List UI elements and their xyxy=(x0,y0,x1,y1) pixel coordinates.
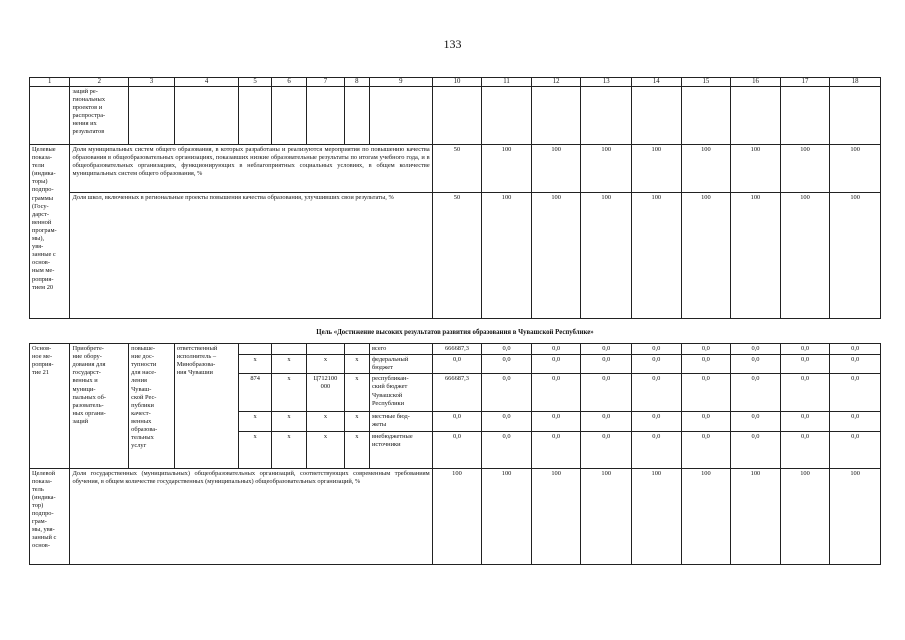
funding-value: 0,0 xyxy=(482,355,532,374)
funding-value: 0,0 xyxy=(830,412,881,431)
funding-value: 0,0 xyxy=(432,412,482,431)
budget-code: x xyxy=(239,355,271,374)
budget-code xyxy=(307,344,344,355)
funding-source: местные бюд- жеты xyxy=(369,412,432,431)
budget-code: x xyxy=(239,431,271,468)
budget-code: x xyxy=(239,412,271,431)
cell xyxy=(344,87,369,145)
continuation-row xyxy=(30,87,881,145)
column-number: 6 xyxy=(271,78,306,87)
column-number: 9 xyxy=(369,78,432,87)
funding-value: 0,0 xyxy=(681,355,731,374)
funding-value: 0,0 xyxy=(482,412,532,431)
column-number: 16 xyxy=(731,78,781,87)
budget-table-sheet xyxy=(29,77,881,565)
cell xyxy=(174,87,239,145)
funding-value: 0,0 xyxy=(731,344,781,355)
budget-code: x xyxy=(307,431,344,468)
indicator-value: 100 xyxy=(681,193,731,319)
cell xyxy=(307,87,344,145)
column-number: 2 xyxy=(70,78,129,87)
column-number: 12 xyxy=(531,78,581,87)
indicator-text: Доля школ, включенных в региональные проекты повышения качества образования, улучшивших свои результаты, % xyxy=(70,193,432,319)
indicator-value: 100 xyxy=(432,468,482,564)
funding-value: 0,0 xyxy=(581,355,632,374)
cell xyxy=(731,87,781,145)
indicator-value: 100 xyxy=(731,145,781,193)
funding-value: 0,0 xyxy=(632,374,682,412)
indicator-value: 100 xyxy=(482,145,532,193)
indicator-row xyxy=(30,468,881,564)
indicator-value: 100 xyxy=(531,145,581,193)
funding-value: 0,0 xyxy=(830,431,881,468)
funding-source: федеральный бюджет xyxy=(369,355,432,374)
column-number: 1 xyxy=(30,78,70,87)
cell xyxy=(780,87,830,145)
cell xyxy=(369,87,432,145)
target-indicators-label: Целевые показа- тели (индика- торы) подпро- граммы (Госу- дарст- венной програм- мы), увя- занные с основ- ным ме- роприя- тием 20 xyxy=(30,145,70,319)
column-number-row xyxy=(30,78,881,87)
funding-value: 0,0 xyxy=(632,344,682,355)
funding-value: 0,0 xyxy=(632,431,682,468)
budget-code: 874 xyxy=(239,374,271,412)
cell xyxy=(632,87,682,145)
indicator-value: 100 xyxy=(632,193,682,319)
measure-description: Приобрете- ние обору- дования для государст- венных и муници- пальных об- разователь- ных органи- заций xyxy=(70,344,129,468)
goal-title: Цель «Достижение высоких результатов развития образования в Чувашской Республике» xyxy=(30,319,881,344)
funding-value: 0,0 xyxy=(780,431,830,468)
column-number: 7 xyxy=(307,78,344,87)
column-number: 15 xyxy=(681,78,731,87)
column-number: 11 xyxy=(482,78,532,87)
budget-code xyxy=(271,344,306,355)
funding-value: 0,0 xyxy=(632,412,682,431)
indicator-value: 50 xyxy=(432,145,482,193)
funding-value: 666687,3 xyxy=(432,374,482,412)
funding-value: 0,0 xyxy=(780,344,830,355)
column-number: 4 xyxy=(174,78,239,87)
funding-value: 0,0 xyxy=(531,374,581,412)
funding-value: 0,0 xyxy=(581,431,632,468)
budget-code xyxy=(239,344,271,355)
column-number: 8 xyxy=(344,78,369,87)
responsible-executor: ответственный исполнитель – Минобразова- ния Чувашии xyxy=(174,344,239,468)
indicator-value: 100 xyxy=(780,145,830,193)
goal-row xyxy=(30,319,881,344)
cell xyxy=(581,87,632,145)
funding-value: 0,0 xyxy=(482,344,532,355)
page-number: 133 xyxy=(443,37,462,51)
cell xyxy=(432,87,482,145)
cell xyxy=(531,87,581,145)
budget-code: x xyxy=(271,412,306,431)
cell xyxy=(830,87,881,145)
funding-value: 0,0 xyxy=(581,374,632,412)
indicator-value: 100 xyxy=(731,193,781,319)
budget-code: x xyxy=(271,374,306,412)
funding-value: 0,0 xyxy=(830,344,881,355)
budget-table xyxy=(29,77,881,565)
budget-code: x xyxy=(271,355,306,374)
funding-value: 0,0 xyxy=(632,355,682,374)
cell xyxy=(271,87,306,145)
funding-value: 0,0 xyxy=(780,412,830,431)
indicator-value: 100 xyxy=(681,468,731,564)
indicator-value: 100 xyxy=(632,145,682,193)
funding-source: внебюджетные источники xyxy=(369,431,432,468)
funding-row-total xyxy=(30,344,881,355)
indicator-value: 100 xyxy=(531,468,581,564)
budget-code: x xyxy=(307,412,344,431)
budget-code xyxy=(344,344,369,355)
column-number: 13 xyxy=(581,78,632,87)
funding-value: 666687,3 xyxy=(432,344,482,355)
funding-value: 0,0 xyxy=(681,431,731,468)
column-number: 3 xyxy=(129,78,175,87)
funding-value: 0,0 xyxy=(681,344,731,355)
budget-code: x xyxy=(307,355,344,374)
funding-value: 0,0 xyxy=(581,344,632,355)
indicator-value: 100 xyxy=(581,145,632,193)
funding-value: 0,0 xyxy=(432,431,482,468)
indicator-value: 100 xyxy=(581,468,632,564)
funding-value: 0,0 xyxy=(531,412,581,431)
funding-source: всего xyxy=(369,344,432,355)
funding-value: 0,0 xyxy=(581,412,632,431)
funding-value: 0,0 xyxy=(830,374,881,412)
column-number: 18 xyxy=(830,78,881,87)
budget-code: x xyxy=(344,374,369,412)
indicator-value: 100 xyxy=(830,145,881,193)
budget-code: Ц712100 000 xyxy=(307,374,344,412)
funding-value: 0,0 xyxy=(780,355,830,374)
budget-code: x xyxy=(344,355,369,374)
measure-description-cont: заций ре- гиональных проектов и распростра- нения их результатов xyxy=(70,87,129,145)
indicator-value: 100 xyxy=(681,145,731,193)
indicator-value: 100 xyxy=(632,468,682,564)
funding-value: 0,0 xyxy=(731,355,781,374)
measure-number: Основ- ное ме- роприя- тие 21 xyxy=(30,344,70,468)
indicator-value: 100 xyxy=(830,468,881,564)
indicator-text: Доля государственных (муниципальных) общеобразовательных организаций, соответствующих современным требованиям обучения, в общем количестве государственных (муниципальных) общеобразовательных организаций, % xyxy=(70,468,432,564)
funding-value: 0,0 xyxy=(731,412,781,431)
funding-value: 0,0 xyxy=(432,355,482,374)
cell xyxy=(239,87,271,145)
funding-value: 0,0 xyxy=(830,355,881,374)
funding-value: 0,0 xyxy=(681,412,731,431)
funding-value: 0,0 xyxy=(482,431,532,468)
indicator-value: 50 xyxy=(432,193,482,319)
funding-value: 0,0 xyxy=(531,431,581,468)
column-number: 14 xyxy=(632,78,682,87)
funding-value: 0,0 xyxy=(731,431,781,468)
indicator-value: 100 xyxy=(482,193,532,319)
target-indicator-label: Целевой показа- тель (индика- тор) подпро- грам- мы, увя- занный с основ- xyxy=(30,468,70,564)
cell xyxy=(129,87,175,145)
funding-value: 0,0 xyxy=(531,344,581,355)
indicator-text: Доля муниципальных систем общего образования, в которых разработаны и реализуются мероприятия по повышению качества образования в общеобразовательных организациях, показавших низкие образовательные результаты по итогам учебного года, и в общеобразовательных организациях, функционирующих в неблагоприятных социальных условиях, в общем количестве муниципальных систем общего образования, % xyxy=(70,145,432,193)
funding-value: 0,0 xyxy=(731,374,781,412)
measure-outcome: повыше- ние дос- тупности для насе- ления Чуваш- ской Рес- публики качест- венных образова- тельных услуг xyxy=(129,344,175,468)
indicator-value: 100 xyxy=(581,193,632,319)
cell xyxy=(482,87,532,145)
funding-value: 0,0 xyxy=(681,374,731,412)
indicator-value: 100 xyxy=(830,193,881,319)
funding-value: 0,0 xyxy=(482,374,532,412)
column-number: 5 xyxy=(239,78,271,87)
cell xyxy=(681,87,731,145)
indicator-row xyxy=(30,145,881,193)
indicator-value: 100 xyxy=(780,193,830,319)
budget-code: x xyxy=(344,412,369,431)
budget-code: x xyxy=(344,431,369,468)
column-number: 17 xyxy=(780,78,830,87)
funding-value: 0,0 xyxy=(780,374,830,412)
funding-source: республикан- ский бюджет Чувашской Республики xyxy=(369,374,432,412)
cell xyxy=(30,87,70,145)
column-number: 10 xyxy=(432,78,482,87)
indicator-value: 100 xyxy=(482,468,532,564)
indicator-value: 100 xyxy=(780,468,830,564)
indicator-row xyxy=(30,193,881,319)
indicator-value: 100 xyxy=(531,193,581,319)
funding-value: 0,0 xyxy=(531,355,581,374)
budget-code: x xyxy=(271,431,306,468)
indicator-value: 100 xyxy=(731,468,781,564)
